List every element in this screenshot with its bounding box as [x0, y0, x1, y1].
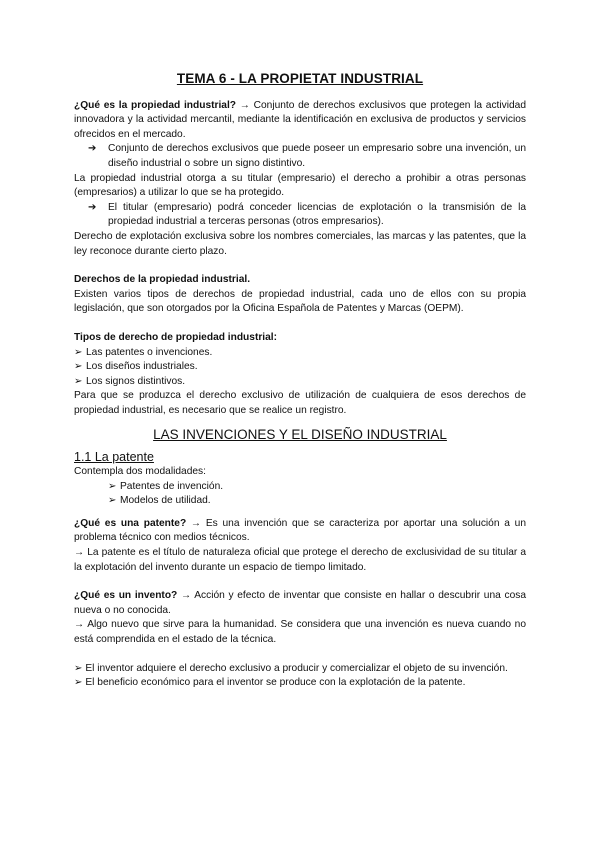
list-item [74, 346, 526, 361]
arrow-icon: ➔ [88, 201, 97, 213]
bullet-icon: ➢ [74, 677, 83, 689]
page-title: TEMA 6 - LA PROPIETAT INDUSTRIAL [176, 71, 424, 86]
intro-definition [74, 99, 526, 143]
final-item [74, 662, 526, 677]
intro-paragraph: La propiedad industrial otorga a su titular (empresario) el derecho a prohibir a otras personas (empresarios) a utilizar lo que se ha protegido. [74, 172, 526, 199]
bullet-icon: ➢ [108, 480, 117, 492]
intro-paragraph: Derecho de explotación exclusiva sobre los nombres comerciales, las marcas y las patentes, que la ley reconoce durante cierto plazo. [74, 230, 526, 257]
arrow-item [74, 201, 526, 230]
modalidades-text: Contempla dos modalidades: [74, 466, 206, 478]
tipos-heading: Tipos de derecho de propiedad industrial: [74, 331, 278, 343]
document-page [74, 72, 526, 691]
list-item-text: Las patentes o invenciones. [86, 346, 213, 358]
invento-paragraph: → Algo nuevo que sirve para la humanidad. Se considera que una invención es nueva cuando no está comprendida en el estado de la técnica. [74, 619, 526, 645]
intro-question: ¿Qué es la propiedad industrial? [74, 99, 237, 111]
subsection-title: 1.1 La patente [74, 450, 154, 465]
list-item [74, 360, 526, 375]
list-item [74, 375, 526, 390]
invento-answer: → Acción y efecto de inventar que consiste en hallar o descubrir una cosa nueva o no conocida. [74, 590, 526, 616]
bullet-icon: ➢ [108, 495, 117, 507]
list-item-text: Los signos distintivos. [86, 375, 186, 387]
section-title: LAS INVENCIONES Y EL DISEÑO INDUSTRIAL [153, 427, 447, 443]
invento-definition [74, 589, 526, 618]
patente-question: ¿Qué es una patente? [74, 517, 187, 529]
intro-answer: → Conjunto de derechos exclusivos que protegen la actividad innovadora y la actividad mercantil, mediante la identificación en exclusiva de productos y servicios ofrecidos en el mercado. [74, 99, 526, 140]
bullet-icon: ➢ [74, 346, 83, 358]
bullet-icon: ➢ [74, 662, 83, 674]
list-item-text: Los diseños industriales. [86, 361, 198, 373]
bullet-icon: ➢ [74, 361, 83, 373]
invento-question: ¿Qué es un invento? [74, 590, 178, 602]
list-item-text: Modelos de utilidad. [120, 495, 211, 507]
arrow-icon: ➔ [88, 143, 97, 155]
final-item-text: El inventor adquiere el derecho exclusivo a producir y comercializar el objeto de su invención. [85, 662, 508, 674]
bullet-icon: ➢ [74, 375, 83, 387]
arrow-item [74, 142, 526, 171]
list-item-text: Patentes de invención. [120, 480, 224, 492]
derechos-heading: Derechos de la propiedad industrial. [74, 274, 251, 286]
derechos-text: Existen varios tipos de derechos de propiedad industrial, cada uno de ellos con su propia legislación, que son otorgados por la Oficina Española de Patentes y Marcas (OEPM). [74, 288, 526, 315]
final-item-text: El beneficio económico para el inventor se produce con la explotación de la patente. [85, 677, 466, 689]
arrow-item-text: El titular (empresario) podrá conceder licencias de explotación o la transmisión de la propiedad industrial a terceras personas (otros empresarios). [108, 201, 526, 228]
list-item [74, 494, 526, 509]
patente-definition [74, 517, 526, 546]
tipos-text: Para que se produzca el derecho exclusivo de utilización de cualquiera de esos derechos de propiedad industrial, es necesario que se realice un registro. [74, 390, 526, 416]
patente-answer: → Es una invención que se caracteriza por aportar una solución a un problema técnico con medios técnicos. [74, 517, 527, 544]
patente-paragraph: → La patente es el título de naturaleza oficial que protege el derecho de exclusividad de su titular a la explotación del invento durante un espacio de tiempo limitado. [74, 547, 526, 573]
arrow-item-text: Conjunto de derechos exclusivos que puede poseer un empresario sobre una invención, un diseño industrial o sobre un signo distintivo. [108, 143, 526, 169]
final-item [74, 676, 526, 691]
list-item [74, 480, 526, 495]
